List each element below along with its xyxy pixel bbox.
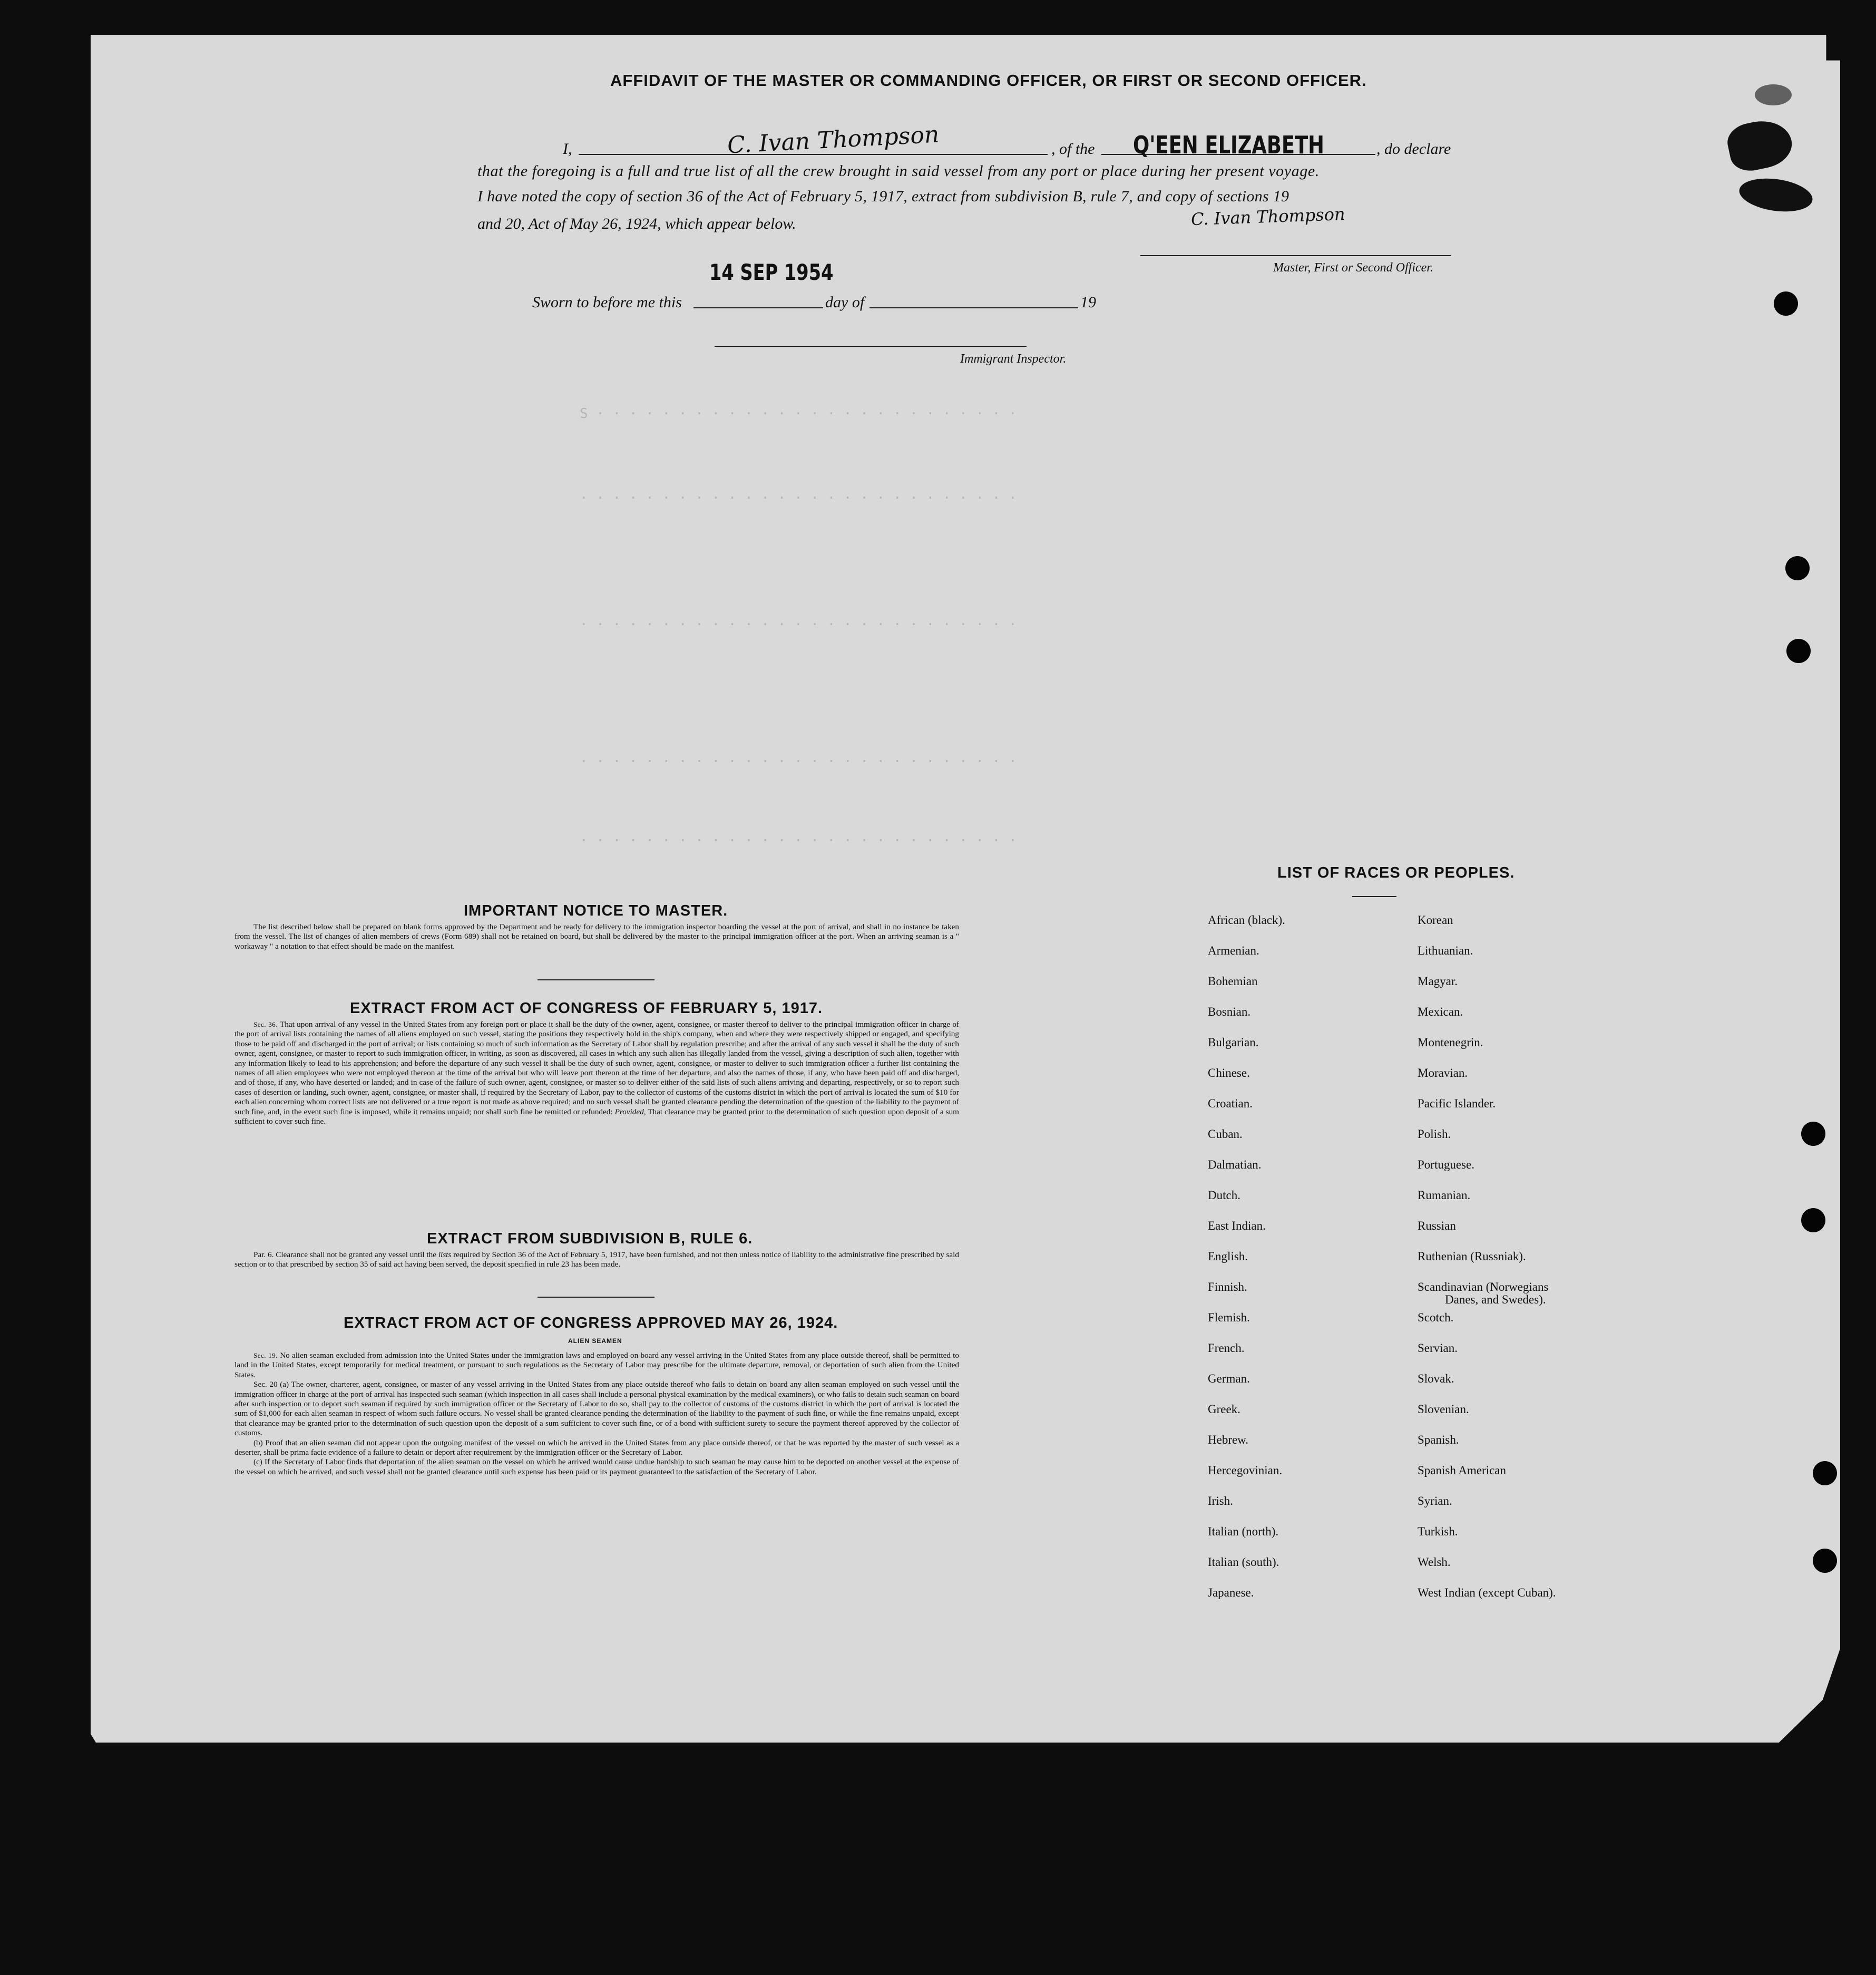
race-left: German. <box>1208 1372 1250 1385</box>
bleed-through-row: S · · · · · · · · · · · · · · · · · · · · · · · · · · <box>580 406 1017 422</box>
affidavit-line-2: that the foregoing is a full and true list of all the crew brought in said vessel from any port or place during her present voyage. <box>477 162 1320 180</box>
section-20a-paragraph: Sec. 20 (a) The owner, charterer, agent, consignee, or master of any vessel arriving in the United States from any place outside thereof who fails to detain on board any alien seaman employed on such vessel until the immigration officer in charge at the port of arrival has inspected such seaman (which inspection in all cases shall include a personal physical examination by the medical examiners), or who fails to detain such seaman on board after such inspection or to deport such seaman if required by such immigration officer or the Secretary of Labor to do so, shall pay to the collector of customs of the customs district in which the port of arrival is located the sum of $1,000 for each alien seaman in respect of whom such failure occurs. No vessel shall be granted clearance pending the determination of the liability to the payment of such fine, or while the fine remains unpaid, except that clearance may be granted prior to the determination of such question upon the deposit of a sum sufficient to cover such fine, or of a bond with sufficient surety to secure the payment thereof approved by the collector of customs. <box>234 1380 959 1438</box>
extract-1917-title: EXTRACT FROM ACT OF CONGRESS OF FEBRUARY 5, 1917. <box>350 1000 823 1017</box>
officer-caption: Master, First or Second Officer. <box>1273 261 1433 275</box>
section-36-label: Sec. 36. <box>253 1020 278 1028</box>
race-right: Slovenian. <box>1418 1403 1469 1416</box>
race-left: Flemish. <box>1208 1311 1250 1324</box>
race-right: Polish. <box>1418 1127 1451 1141</box>
race-right: Lithuanian. <box>1418 944 1473 957</box>
subdivision-b-text <box>234 1250 959 1270</box>
section-20c-paragraph: (c) If the Secretary of Labor finds that deportation of the alien seaman on the vessel on which he arrived would cause undue hardship to such seaman he may cause him to be deported on another vessel at the expense of the vessel on which he arrived, and such vessel shall not be granted clearance until such expense has been paid or its payment guaranteed to the satisfaction of the Secretary of Labor. <box>234 1457 959 1476</box>
notice-paragraph: The list described below shall be prepared on blank forms approved by the Department and be ready for delivery to the immigration inspector boarding the vessel at the port of arrival, and shall in no instance be taken from the vessel. The list of changes of alien members of crews (Form 689) shall not be retained on board, but shall be delivered by the master to the principal immigration officer at the port. When an arriving seaman is a " workaway " a notation to that effect should be made on the manifest. <box>234 922 959 951</box>
race-left: Bulgarian. <box>1208 1036 1259 1049</box>
master-signature: C. Ivan Thompson <box>726 121 940 159</box>
race-left: English. <box>1208 1250 1248 1263</box>
extract-1924-title: EXTRACT FROM ACT OF CONGRESS APPROVED MAY 26, 1924. <box>344 1315 838 1331</box>
affidavit-line-4: and 20, Act of May 26, 1924, which appear below. <box>477 215 796 232</box>
race-right-continuation: Danes, and Swedes). <box>1445 1293 1546 1306</box>
punch-hole <box>1801 1122 1825 1146</box>
subdivision-b-title: EXTRACT FROM SUBDIVISION B, RULE 6. <box>427 1230 753 1247</box>
inspector-caption: Immigrant Inspector. <box>960 352 1067 366</box>
section-36-text: That upon arrival of any vessel in the United States from any foreign port or place it shall be the duty of the owner, agent, consignee, or master thereof to deliver to the principal immigration officer in charge of the port of arrival lists containing the names of all aliens employed on such vessel, stating the positions they respectively hold in the ship's company, when and where they were respectively shipped or engaged, and specifying those to be paid off and discharged in the port of arrival; or lists containing so much of such information as the Secretary of Labor shall by regulation prescribe; and after the arrival of any such vessel it shall be the duty of such owner, agent, consignee, or master to report to such immigration officer, in writing, as soon as discovered, all cases in which any such alien has illegally landed from the vessel, giving a description of such alien, together with any information likely to lead to his apprehension; and before the departure of any such vessel it shall be the duty of such owner, agent, consignee, or master to deliver to such immigration officer a further list containing the names of all alien employees who were not employed thereon at the time of the arrival but who will leave port thereon at the time of her departure, and also the names of those, if any, who have been paid off and discharged, and of those, if any, who have deserted or landed; and in case of the failure of such owner, agent, consignee, or master so to deliver either of the said lists of such aliens arriving and departing, respectively, or so to report such cases of desertion or landing, such owner, agent, consignee, or master shall, if required by the Secretary of Labor, pay to the collector of customs of the customs district in which the port of arrival is located the sum of $10 for each alien concerning whom correct lists are not delivered or a true report is not made as above required; and no such vessel shall be granted clearance pending the determination of the question of the liability to the payment of such fine, and, in the event such fine is imposed, while it remains unpaid; nor shall such fine be remitted or refunded: <box>234 1020 959 1116</box>
race-right: Rumanian. <box>1418 1189 1471 1202</box>
race-right: Russian <box>1418 1219 1456 1232</box>
section-36-end: That clearance may be granted prior to the determination of such question upon deposit of a sum sufficient to cover such fine. <box>234 1107 959 1126</box>
race-left: Dalmatian. <box>1208 1158 1262 1171</box>
sworn-year: 19 <box>1080 294 1096 311</box>
punch-hole <box>1786 639 1811 663</box>
sworn-prefix: Sworn to before me this <box>532 294 682 311</box>
race-right: Slovak. <box>1418 1372 1454 1385</box>
punch-hole <box>1813 1461 1837 1485</box>
officer-signature: C. Ivan Thompson <box>1190 203 1346 230</box>
race-right: Spanish. <box>1418 1433 1459 1446</box>
race-right: Turkish. <box>1418 1525 1458 1538</box>
affidavit-do-declare: , do declare <box>1376 140 1451 158</box>
race-right: Mexican. <box>1418 1005 1463 1018</box>
race-left: Bohemian <box>1208 975 1258 988</box>
race-left: French. <box>1208 1341 1245 1355</box>
races-title: LIST OF RACES OR PEOPLES. <box>1277 864 1515 881</box>
affidavit-title: AFFIDAVIT OF THE MASTER OR COMMANDING OFFICER, OR FIRST OR SECOND OFFICER. <box>610 71 1367 90</box>
section-divider <box>538 979 654 980</box>
race-left: East Indian. <box>1208 1219 1266 1232</box>
section-19-paragraph <box>234 1351 959 1380</box>
bleed-through-row: · · · · · · · · · · · · · · · · · · · · · · · · · · · <box>580 490 1017 506</box>
races-title-rule <box>1352 896 1396 897</box>
date-stamp: 14 SEP 1954 <box>709 259 834 285</box>
notice-title: IMPORTANT NOTICE TO MASTER. <box>464 902 728 919</box>
par-6-text-b: required by Section 36 of the Act of February 5, 1917, have been furnished, and not then unless notice of liability to the administrative fine prescribed by said section or to that prescribed by section 35 of said act having been served, the deposit specified in rule 23 has been made. <box>234 1250 959 1269</box>
race-right: Portuguese. <box>1418 1158 1474 1171</box>
paragraph-6 <box>234 1250 959 1270</box>
alien-seamen-subtitle: ALIEN SEAMEN <box>568 1337 622 1345</box>
affidavit-i: I, <box>563 140 572 158</box>
race-left: Irish. <box>1208 1494 1233 1507</box>
race-right: Servian. <box>1418 1341 1458 1355</box>
race-right: Magyar. <box>1418 975 1458 988</box>
race-left: Hebrew. <box>1208 1433 1249 1446</box>
punch-hole <box>1813 1549 1837 1573</box>
section-20b-paragraph: (b) Proof that an alien seaman did not appear upon the outgoing manifest of the vessel on which he arrived in the United States from any place outside thereof, or that he was reported by the master of such vessel as a deserter, shall be prima facie evidence of a failure to detain or deport after requirement by the immigration officer or the Secretary of Labor. <box>234 1438 959 1457</box>
race-left: Japanese. <box>1208 1586 1254 1599</box>
bleed-through-row: · · · · · · · · · · · · · · · · · · · · · · · · · · · <box>580 617 1017 633</box>
race-right: Pacific Islander. <box>1418 1097 1496 1110</box>
race-left: Bosnian. <box>1208 1005 1251 1018</box>
punch-hole <box>1774 291 1798 316</box>
race-left: Finnish. <box>1208 1280 1247 1293</box>
race-right: Korean <box>1418 913 1453 927</box>
affidavit-line-3: I have noted the copy of section 36 of the Act of February 5, 1917, extract from subdivision B, rule 7, and copy of sections 19 <box>477 188 1289 205</box>
race-left: Cuban. <box>1208 1127 1243 1141</box>
document-page <box>91 35 1840 1743</box>
race-right: Scotch. <box>1418 1311 1454 1324</box>
race-right: Moravian. <box>1418 1066 1468 1079</box>
sworn-day-line <box>693 307 823 308</box>
bleed-through-row: · · · · · · · · · · · · · · · · · · · · · · · · · · · <box>580 754 1017 770</box>
punch-hole <box>1785 556 1810 580</box>
race-left: Greek. <box>1208 1403 1240 1416</box>
par-6-text-a: Clearance shall not be granted any vessel until the <box>276 1250 436 1259</box>
race-right: West Indian (except Cuban). <box>1418 1586 1556 1599</box>
race-left: Chinese. <box>1208 1066 1250 1079</box>
race-left: Croatian. <box>1208 1097 1253 1110</box>
sworn-month-line <box>869 307 1078 308</box>
section-36-paragraph <box>234 1020 959 1126</box>
race-left: Italian (north). <box>1208 1525 1279 1538</box>
punch-hole <box>1801 1208 1825 1232</box>
race-left: Dutch. <box>1208 1189 1240 1202</box>
provided-label: Provided, <box>614 1107 646 1116</box>
bleed-through-row: · · · · · · · · · · · · · · · · · · · · · · · · · · · <box>580 833 1017 849</box>
ink-stain <box>1755 84 1792 105</box>
vessel-name-stamp: Q'EEN ELIZABETH <box>1133 131 1324 159</box>
race-right: Scandinavian (Norwegians <box>1418 1280 1549 1293</box>
race-right: Spanish American <box>1418 1464 1506 1477</box>
race-left: Armenian. <box>1208 944 1259 957</box>
race-left: Italian (south). <box>1208 1555 1279 1569</box>
extract-1917-text <box>234 1020 959 1126</box>
affidavit-of-the: , of the <box>1051 140 1095 158</box>
section-19-label: Sec. 19. <box>253 1351 278 1359</box>
race-right: Ruthenian (Russniak). <box>1418 1250 1526 1263</box>
par-6-lists-word: lists <box>438 1250 452 1259</box>
extract-1924-text <box>234 1351 959 1477</box>
officer-signature-line <box>1140 255 1451 256</box>
sworn-day-of: day of <box>825 294 865 311</box>
race-right: Montenegrin. <box>1418 1036 1483 1049</box>
race-right: Welsh. <box>1418 1555 1451 1569</box>
section-19-text: No alien seaman excluded from admission into the United States under the immigration laws and employed on board any vessel arriving in the United States from any place outside thereof, shall be permitted to land in the United States, except temporarily for medical treatment, or pursuant to such regulations as the Secretary of Labor may prescribe for the ultimate departure, removal, or deportation of such alien from the United States. <box>234 1351 959 1379</box>
inspector-signature-line <box>715 346 1027 347</box>
notice-text <box>234 922 959 951</box>
race-left: Hercegovinian. <box>1208 1464 1283 1477</box>
section-divider <box>538 1297 654 1298</box>
par-6-label: Par. 6. <box>253 1250 274 1259</box>
race-right: Syrian. <box>1418 1494 1452 1507</box>
race-left: African (black). <box>1208 913 1285 927</box>
